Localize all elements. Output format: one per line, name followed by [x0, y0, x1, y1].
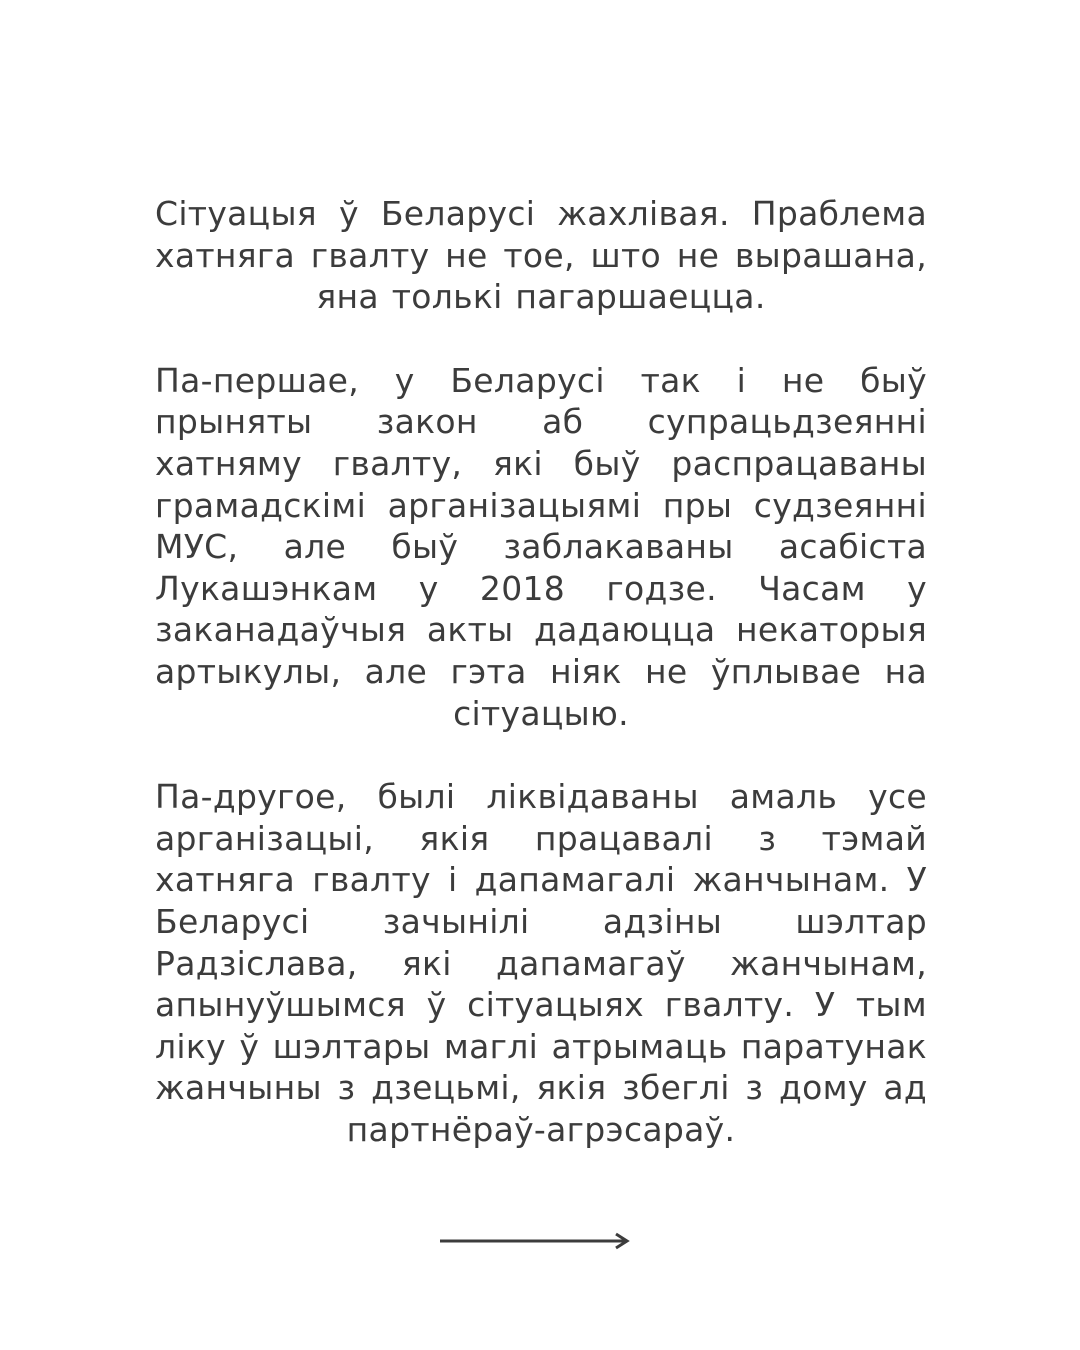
paragraph-first: Па-першае, у Беларусі так і не быў прыняты закон аб супрацьдзеянні хатняму гвалту, які быў распрацаваны грамадскімі арганізацыямі пры судзеянні МУС, але быў заблакаваны асабіста Лукашэнкам у 2018 годзе. Часам у заканадаўчыя акты дадаюцца некаторыя артыкулы, але гэта ніяк не ўплывае на сітуацыю.: [155, 360, 927, 733]
paragraph-second: Па-другое, былі ліквідаваны амаль усе арганізацыі, якія працавалі з тэмай хатняга гвалту і дапамагалі жанчынам. У Беларусі зачынілі адзіны шэлтар Радзіслава, які дапамагаў жанчынам, апынуўшымся ў сітуацыях гвалту. У тым ліку ў шэлтары маглі атрымаць паратунак жанчыны з дзецьмі, якія збеглі з дому ад партнёраў-агрэсараў.: [155, 777, 927, 1149]
text-content: [155, 193, 927, 1192]
arrow-right-icon[interactable]: [440, 1230, 630, 1250]
paragraph-intro: Сітуацыя ў Беларусі жахлівая. Праблема хатняга гвалту не тое, што не вырашана, яна толькі пагаршаецца.: [155, 194, 927, 317]
